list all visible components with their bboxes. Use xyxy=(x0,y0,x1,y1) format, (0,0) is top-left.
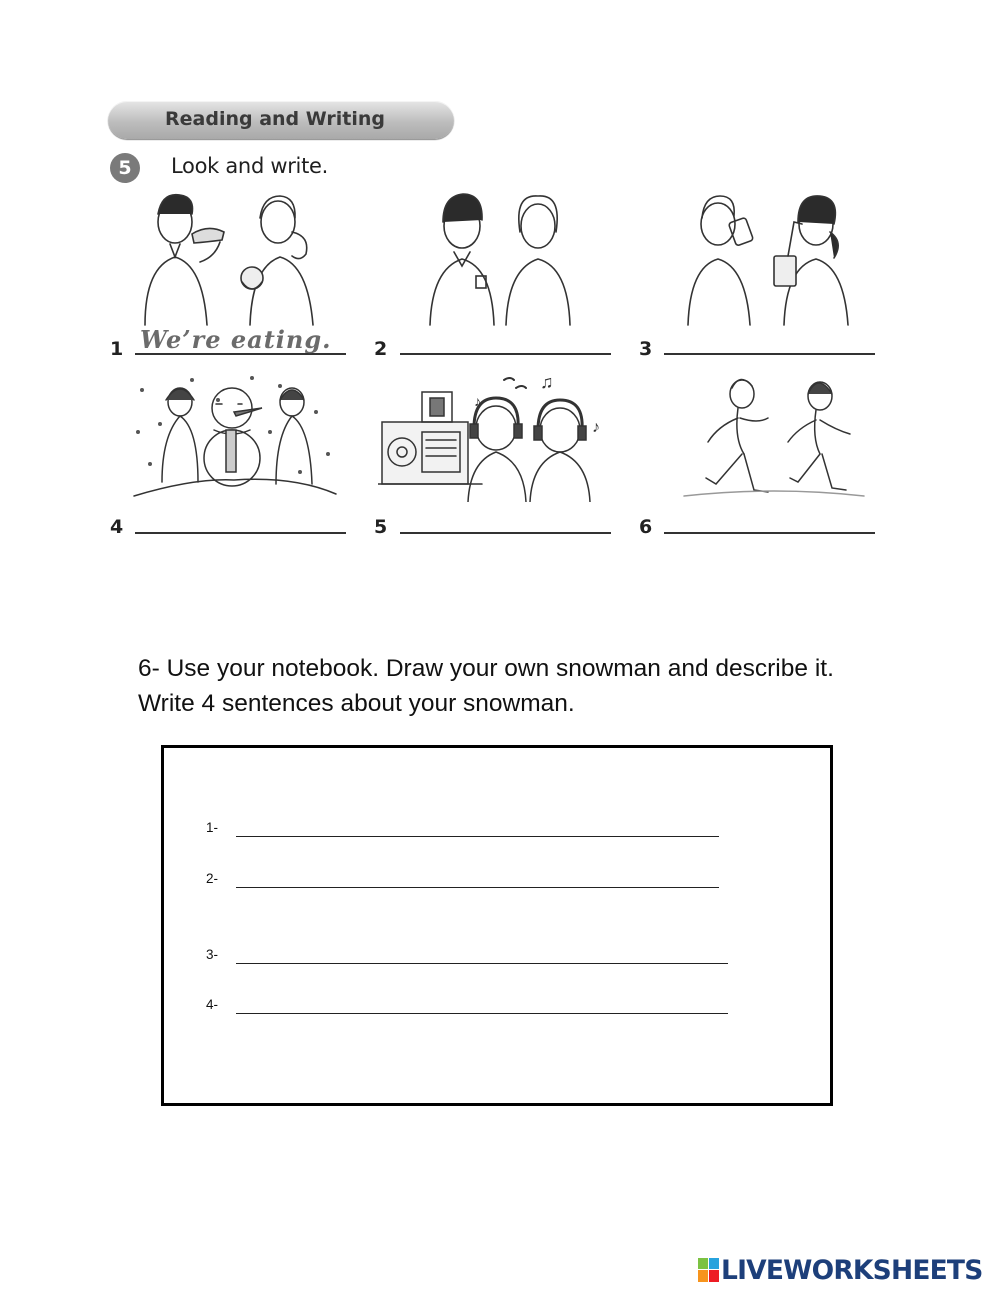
item-number: 2 xyxy=(374,338,388,360)
picture-girls-listening-music xyxy=(378,366,610,502)
section-title: Reading and Writing xyxy=(165,108,385,130)
task6-instruction: 6- Use your notebook. Draw your own snowman and describe it. Write 4 sentences about your snowman. xyxy=(138,655,834,717)
svg-text:♪: ♪ xyxy=(474,393,481,409)
item-number: 6 xyxy=(639,516,653,538)
answer-line-6[interactable] xyxy=(664,532,875,534)
logo-blocks-icon xyxy=(698,1258,719,1282)
item-number: 4 xyxy=(110,516,124,538)
sentence-label: 4- xyxy=(206,997,219,1012)
answer-line-3[interactable] xyxy=(664,353,875,355)
section-banner xyxy=(108,101,454,139)
sentence-line-3[interactable] xyxy=(236,963,728,964)
liveworksheets-logo[interactable] xyxy=(698,1255,993,1285)
sentence-label: 3- xyxy=(206,947,219,962)
answer-line-5[interactable] xyxy=(400,532,611,534)
sentence-label: 2- xyxy=(206,871,219,886)
sentence-line-2[interactable] xyxy=(236,887,719,888)
item-number: 5 xyxy=(374,516,388,538)
answer-line-4[interactable] xyxy=(135,532,346,534)
item-number: 3 xyxy=(639,338,653,360)
answer-line-2[interactable] xyxy=(400,353,611,355)
exercise-number-badge: 5 xyxy=(110,153,140,183)
sentence-line-4[interactable] xyxy=(236,1013,728,1014)
svg-text:♫: ♫ xyxy=(540,372,554,392)
sample-answer: We’re eating. xyxy=(140,325,332,354)
writing-box xyxy=(161,745,833,1106)
logo-text: LIVEWORKSHEETS xyxy=(721,1255,983,1286)
picture-boy-girl-standing xyxy=(410,192,590,327)
picture-boy-girl-drinking xyxy=(680,192,870,327)
picture-children-building-snowman xyxy=(130,372,340,502)
item-number: 1 xyxy=(110,338,124,360)
svg-text:♪: ♪ xyxy=(592,419,600,436)
picture-boy-girl-eating xyxy=(130,192,330,327)
sentence-label: 1- xyxy=(206,820,219,835)
picture-children-running xyxy=(680,372,870,502)
sentence-line-1[interactable] xyxy=(236,836,719,837)
exercise-instruction: Look and write. xyxy=(171,154,329,178)
